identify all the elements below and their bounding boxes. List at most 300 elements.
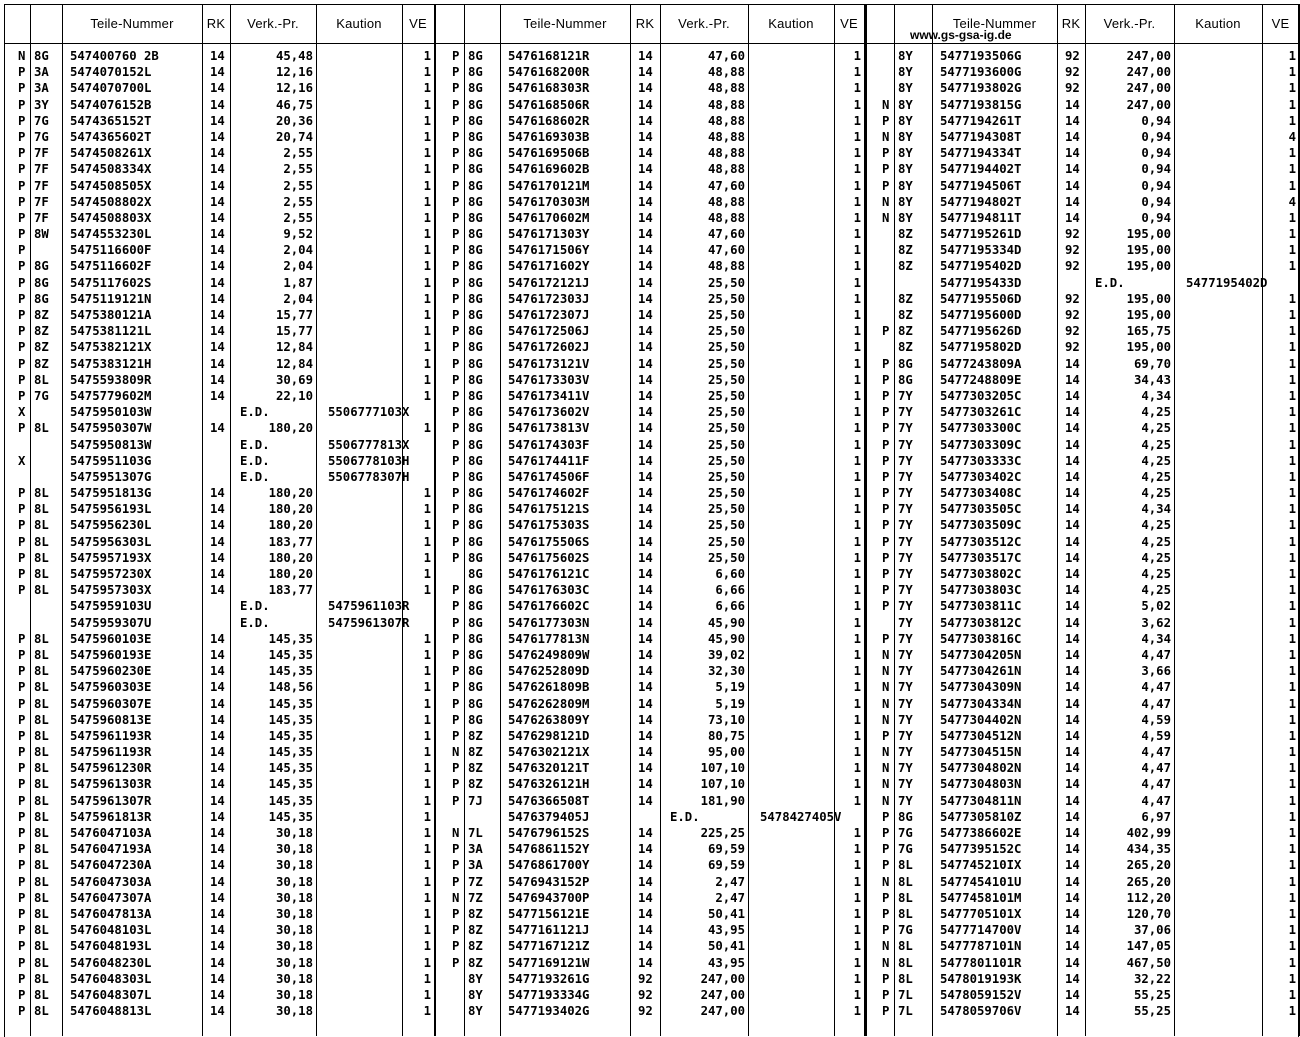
group-code: 7Y bbox=[898, 421, 913, 436]
part-number: 5476170602M bbox=[508, 210, 590, 225]
group-code: 7G bbox=[34, 129, 49, 144]
part-number: 5476172506J bbox=[508, 324, 590, 339]
ve-value: 1 bbox=[853, 243, 861, 258]
group-code: 8G bbox=[468, 615, 483, 630]
rk-value: 14 bbox=[638, 939, 653, 954]
table-row bbox=[4, 356, 434, 372]
group-code: 8G bbox=[468, 696, 483, 711]
price: E.D. bbox=[240, 599, 270, 614]
rk-value: 14 bbox=[210, 647, 225, 662]
table-row bbox=[866, 437, 1299, 453]
part-number: 5477386602E bbox=[940, 826, 1022, 840]
group-code: 8G bbox=[468, 599, 483, 614]
table-row bbox=[866, 64, 1299, 80]
table-row bbox=[4, 647, 434, 663]
rk-value: 14 bbox=[210, 696, 225, 711]
table-row bbox=[434, 728, 864, 744]
ve-value: 1 bbox=[853, 923, 861, 938]
table-row bbox=[4, 744, 434, 760]
group-code: 8Z bbox=[898, 291, 913, 306]
part-number: 5476176121C bbox=[508, 567, 590, 581]
header-ve: VE bbox=[409, 16, 427, 31]
part-number: 5477195802D bbox=[940, 340, 1022, 355]
part-number: 5474508261X bbox=[70, 146, 152, 161]
table-row bbox=[866, 97, 1299, 113]
status-flag: P bbox=[882, 518, 890, 533]
deposit: 5475961307R bbox=[328, 615, 410, 630]
part-number: 5477194506T bbox=[940, 178, 1022, 193]
table-row bbox=[4, 129, 434, 145]
rk-value: 14 bbox=[210, 81, 225, 96]
table-row bbox=[434, 323, 864, 339]
ve-value: 1 bbox=[423, 259, 431, 274]
rk-value: 14 bbox=[638, 486, 653, 501]
part-number: 5476047813A bbox=[70, 906, 152, 921]
price: 25,50 bbox=[707, 308, 745, 322]
table-row bbox=[4, 388, 434, 404]
part-number: 5477193600G bbox=[940, 65, 1022, 80]
status-flag: P bbox=[882, 486, 890, 501]
group-code: 8Z bbox=[898, 243, 913, 258]
part-number: 5477395152C bbox=[940, 842, 1022, 857]
group-code: 8L bbox=[34, 486, 49, 501]
status-flag: P bbox=[18, 761, 26, 776]
part-number: 5476173121V bbox=[508, 356, 590, 371]
group-code: 8L bbox=[34, 534, 49, 549]
part-number: 5477195600D bbox=[940, 308, 1022, 322]
group-code: 8G bbox=[468, 129, 483, 144]
rk-value: 92 bbox=[638, 1004, 653, 1019]
price: 34,43 bbox=[1133, 372, 1171, 387]
ve-value: 1 bbox=[1288, 81, 1296, 96]
group-code: 8G bbox=[468, 518, 483, 533]
group-code: 8G bbox=[468, 405, 483, 420]
price: 247,00 bbox=[1126, 49, 1171, 63]
rk-value: 14 bbox=[210, 712, 225, 727]
rk-value: 14 bbox=[638, 437, 653, 452]
rk-value: 14 bbox=[1065, 437, 1080, 452]
table-row bbox=[434, 647, 864, 663]
group-code: 8G bbox=[468, 631, 483, 646]
price: 0,94 bbox=[1141, 146, 1171, 161]
price: 25,50 bbox=[707, 421, 745, 436]
rk-value: 14 bbox=[638, 728, 653, 743]
deposit: 5475961103R bbox=[328, 599, 410, 614]
part-number: 5477193334G bbox=[508, 987, 590, 1002]
ve-value: 1 bbox=[853, 308, 861, 322]
group-code: 8L bbox=[34, 842, 49, 857]
status-flag: P bbox=[452, 97, 460, 112]
group-code: 7Y bbox=[898, 486, 913, 501]
rk-value: 14 bbox=[210, 243, 225, 258]
ve-value: 1 bbox=[853, 486, 861, 501]
rk-value: 14 bbox=[638, 129, 653, 144]
ve-value: 1 bbox=[1288, 842, 1296, 857]
rk-value: 14 bbox=[1065, 146, 1080, 161]
table-row bbox=[4, 793, 434, 809]
table-row bbox=[4, 339, 434, 355]
ve-value: 1 bbox=[1288, 874, 1296, 889]
header-rk: RK bbox=[635, 16, 655, 31]
table-row bbox=[434, 696, 864, 712]
group-code: 8L bbox=[34, 696, 49, 711]
table-row bbox=[434, 631, 864, 647]
ve-value: 1 bbox=[853, 761, 861, 776]
ve-value: 1 bbox=[853, 599, 861, 614]
status-flag: P bbox=[18, 890, 26, 905]
price: 195,00 bbox=[1126, 227, 1171, 242]
ve-value: 1 bbox=[853, 129, 861, 144]
table-row bbox=[434, 226, 864, 242]
price: 20,36 bbox=[275, 113, 313, 128]
part-number: 5477714700V bbox=[940, 923, 1022, 938]
ve-value: 1 bbox=[1288, 858, 1296, 873]
status-flag: P bbox=[882, 437, 890, 452]
rk-value: 14 bbox=[1065, 809, 1080, 824]
part-number: 5476169602B bbox=[508, 162, 590, 177]
ve-value: 1 bbox=[1288, 647, 1296, 662]
rk-value: 14 bbox=[210, 340, 225, 355]
table-row bbox=[866, 501, 1299, 517]
ve-value: 1 bbox=[1288, 227, 1296, 242]
table-row bbox=[434, 356, 864, 372]
group-code: 8Z bbox=[468, 728, 483, 743]
rk-value: 14 bbox=[210, 583, 225, 598]
status-flag: P bbox=[882, 987, 890, 1002]
rk-value: 14 bbox=[638, 97, 653, 112]
ve-value: 1 bbox=[423, 518, 431, 533]
status-flag: P bbox=[18, 955, 26, 970]
table-row bbox=[434, 598, 864, 614]
group-code: 8G bbox=[468, 194, 483, 209]
price: 12,84 bbox=[275, 340, 313, 355]
ve-value: 1 bbox=[423, 712, 431, 727]
group-code: 8G bbox=[468, 146, 483, 161]
rk-value: 14 bbox=[638, 146, 653, 161]
rk-value: 14 bbox=[1065, 793, 1080, 808]
ve-value: 1 bbox=[1288, 146, 1296, 161]
table-row bbox=[434, 275, 864, 291]
group-code: 7Y bbox=[898, 696, 913, 711]
table-row bbox=[4, 485, 434, 501]
price: 2,47 bbox=[715, 874, 745, 889]
table-row bbox=[4, 210, 434, 226]
ve-value: 1 bbox=[853, 421, 861, 436]
rk-value: 14 bbox=[638, 421, 653, 436]
part-number: 5475959103U bbox=[70, 599, 152, 614]
rk-value: 14 bbox=[1065, 550, 1080, 565]
status-flag: P bbox=[882, 631, 890, 646]
table-row bbox=[4, 663, 434, 679]
ve-value: 1 bbox=[423, 178, 431, 193]
table-row bbox=[866, 987, 1299, 1003]
group-code: 8L bbox=[34, 518, 49, 533]
group-code: 8L bbox=[34, 955, 49, 970]
rk-value: 14 bbox=[1065, 696, 1080, 711]
status-flag: N bbox=[882, 777, 890, 792]
table-row bbox=[434, 388, 864, 404]
price: 37,06 bbox=[1133, 923, 1171, 938]
table-row bbox=[434, 955, 864, 971]
price: 2,55 bbox=[283, 210, 313, 225]
price: 25,50 bbox=[707, 486, 745, 501]
rk-value: 14 bbox=[638, 372, 653, 387]
price: 247,00 bbox=[700, 971, 745, 986]
price: 43,95 bbox=[707, 923, 745, 938]
rk-value: 14 bbox=[210, 550, 225, 565]
rk-value: 14 bbox=[638, 113, 653, 128]
group-code: 8G bbox=[468, 243, 483, 258]
part-number: 5476168303R bbox=[508, 81, 590, 96]
table-row bbox=[434, 291, 864, 307]
price: 265,20 bbox=[1126, 858, 1171, 873]
table-row bbox=[434, 825, 864, 841]
group-code: 7Z bbox=[468, 874, 483, 889]
group-code: 8G bbox=[468, 162, 483, 177]
part-number: 5476047193A bbox=[70, 842, 152, 857]
table-row bbox=[4, 971, 434, 987]
rk-value: 92 bbox=[1065, 81, 1080, 96]
status-flag: X bbox=[18, 453, 26, 468]
group-code: 7L bbox=[468, 826, 483, 840]
part-number: 5475957230X bbox=[70, 567, 152, 581]
group-code: 7F bbox=[34, 210, 49, 225]
table-row bbox=[4, 809, 434, 825]
group-code: 8L bbox=[898, 858, 913, 873]
table-row bbox=[434, 760, 864, 776]
rk-value: 14 bbox=[1065, 874, 1080, 889]
ve-value: 1 bbox=[853, 324, 861, 339]
ve-value: 1 bbox=[853, 356, 861, 371]
table-row bbox=[866, 534, 1299, 550]
part-number: 5477195334D bbox=[940, 243, 1022, 258]
ve-value: 1 bbox=[423, 65, 431, 80]
group-code: 8L bbox=[34, 728, 49, 743]
table-row bbox=[4, 145, 434, 161]
ve-value: 1 bbox=[423, 761, 431, 776]
price: 25,50 bbox=[707, 291, 745, 306]
rk-value: 14 bbox=[210, 65, 225, 80]
rk-value: 14 bbox=[1065, 421, 1080, 436]
ve-value: 1 bbox=[423, 291, 431, 306]
part-number: 5477195261D bbox=[940, 227, 1022, 242]
rk-value: 14 bbox=[1065, 388, 1080, 403]
part-number: 5476177813N bbox=[508, 631, 590, 646]
status-flag: P bbox=[452, 65, 460, 80]
status-flag: P bbox=[18, 987, 26, 1002]
rk-value: 14 bbox=[210, 308, 225, 322]
price: 25,50 bbox=[707, 388, 745, 403]
price: 47,60 bbox=[707, 49, 745, 63]
table-row bbox=[866, 971, 1299, 987]
group-code: 8G bbox=[468, 502, 483, 517]
rk-value: 14 bbox=[638, 275, 653, 290]
part-number: 5475957193X bbox=[70, 550, 152, 565]
part-number: 5477304334N bbox=[940, 696, 1022, 711]
ve-value: 1 bbox=[1288, 324, 1296, 339]
header-deposit: Kaution bbox=[336, 16, 382, 31]
rk-value: 14 bbox=[210, 534, 225, 549]
price: 30,18 bbox=[275, 1004, 313, 1019]
part-number: 5475959307U bbox=[70, 615, 152, 630]
rk-value: 14 bbox=[638, 65, 653, 80]
price: 145,35 bbox=[268, 777, 313, 792]
status-flag: P bbox=[882, 1004, 890, 1019]
table-row bbox=[4, 420, 434, 436]
part-number: 5474070700L bbox=[70, 81, 152, 96]
ve-value: 1 bbox=[423, 502, 431, 517]
status-flag: X bbox=[18, 405, 26, 420]
ve-value: 1 bbox=[853, 210, 861, 225]
price: 4,25 bbox=[1141, 583, 1171, 598]
rk-value: 14 bbox=[1065, 890, 1080, 905]
status-flag: P bbox=[18, 777, 26, 792]
ve-value: 1 bbox=[423, 939, 431, 954]
table-row bbox=[4, 712, 434, 728]
status-flag: P bbox=[452, 550, 460, 565]
ve-value: 1 bbox=[853, 534, 861, 549]
table-row bbox=[4, 501, 434, 517]
table-row bbox=[4, 938, 434, 954]
status-flag: P bbox=[452, 858, 460, 873]
group-code: 7G bbox=[898, 842, 913, 857]
ve-value: 1 bbox=[853, 987, 861, 1002]
part-number: 5475950813W bbox=[70, 437, 152, 452]
rk-value: 14 bbox=[638, 745, 653, 760]
table-row bbox=[866, 793, 1299, 809]
table-row bbox=[4, 679, 434, 695]
price: 2,04 bbox=[283, 259, 313, 274]
status-flag: P bbox=[882, 502, 890, 517]
price: 30,69 bbox=[275, 372, 313, 387]
group-code: 8G bbox=[468, 227, 483, 242]
part-number: 5476262809M bbox=[508, 696, 590, 711]
rk-value: 14 bbox=[210, 259, 225, 274]
status-flag: P bbox=[452, 518, 460, 533]
part-number: 5475951813G bbox=[70, 486, 152, 501]
part-number: 5478059152V bbox=[940, 987, 1022, 1002]
ve-value: 1 bbox=[853, 971, 861, 986]
group-code: 7F bbox=[34, 162, 49, 177]
group-code: 7Y bbox=[898, 777, 913, 792]
rk-value: 14 bbox=[638, 761, 653, 776]
part-number: 5477303309C bbox=[940, 437, 1022, 452]
group-code: 7Y bbox=[898, 712, 913, 727]
rk-value: 14 bbox=[210, 906, 225, 921]
group-code: 8G bbox=[468, 259, 483, 274]
rk-value: 14 bbox=[638, 194, 653, 209]
header-ve: VE bbox=[840, 16, 858, 31]
price: 30,18 bbox=[275, 955, 313, 970]
part-number: 5476168602R bbox=[508, 113, 590, 128]
part-number: 5474508802X bbox=[70, 194, 152, 209]
table-row bbox=[866, 841, 1299, 857]
group-code: 8Z bbox=[898, 324, 913, 339]
status-flag: P bbox=[882, 842, 890, 857]
status-flag: N bbox=[882, 680, 890, 695]
price-list-column-1 bbox=[4, 4, 434, 1036]
price: 3,62 bbox=[1141, 615, 1171, 630]
rk-value: 14 bbox=[638, 162, 653, 177]
group-code: 8L bbox=[34, 550, 49, 565]
group-code: 7Y bbox=[898, 518, 913, 533]
status-flag: P bbox=[452, 210, 460, 225]
table-row bbox=[866, 404, 1299, 420]
rk-value: 14 bbox=[1065, 1004, 1080, 1019]
table-row bbox=[434, 242, 864, 258]
status-flag: P bbox=[452, 453, 460, 468]
price: 4,25 bbox=[1141, 469, 1171, 484]
price-list-column-3 bbox=[866, 4, 1299, 1036]
group-code: 8G bbox=[468, 49, 483, 63]
price: 145,35 bbox=[268, 793, 313, 808]
price: 48,88 bbox=[707, 210, 745, 225]
price: 6,60 bbox=[715, 567, 745, 581]
part-number: 5475960103E bbox=[70, 631, 152, 646]
status-flag: P bbox=[18, 842, 26, 857]
part-number: 5476172303J bbox=[508, 291, 590, 306]
price: 180,20 bbox=[268, 486, 313, 501]
group-code: 7Y bbox=[898, 615, 913, 630]
table-row bbox=[4, 825, 434, 841]
rows bbox=[866, 48, 1299, 1019]
price: 3,66 bbox=[1141, 664, 1171, 679]
status-flag: P bbox=[18, 356, 26, 371]
table-row bbox=[866, 615, 1299, 631]
status-flag: P bbox=[452, 955, 460, 970]
status-flag: P bbox=[452, 712, 460, 727]
part-number: 5474070152L bbox=[70, 65, 152, 80]
table-row bbox=[866, 258, 1299, 274]
rk-value: 14 bbox=[1065, 745, 1080, 760]
part-number: 5477303333C bbox=[940, 453, 1022, 468]
ve-value: 1 bbox=[853, 178, 861, 193]
rk-value: 14 bbox=[638, 712, 653, 727]
rk-value: 92 bbox=[638, 987, 653, 1002]
part-number: 5477194308T bbox=[940, 129, 1022, 144]
group-code: 7F bbox=[34, 178, 49, 193]
price: 48,88 bbox=[707, 146, 745, 161]
table-row bbox=[4, 922, 434, 938]
status-flag: P bbox=[452, 81, 460, 96]
rk-value: 14 bbox=[638, 680, 653, 695]
price: 25,50 bbox=[707, 356, 745, 371]
status-flag: P bbox=[452, 502, 460, 517]
rk-value: 14 bbox=[210, 858, 225, 873]
part-number: 5476172121J bbox=[508, 275, 590, 290]
price: 25,50 bbox=[707, 405, 745, 420]
part-number: 5474076152B bbox=[70, 97, 152, 112]
ve-value: 1 bbox=[423, 631, 431, 646]
part-number: 5476177303N bbox=[508, 615, 590, 630]
group-code: 8G bbox=[468, 324, 483, 339]
rk-value: 14 bbox=[210, 518, 225, 533]
ve-value: 1 bbox=[1288, 712, 1296, 727]
status-flag: N bbox=[882, 129, 890, 144]
price: 145,35 bbox=[268, 664, 313, 679]
status-flag: P bbox=[18, 680, 26, 695]
ve-value: 1 bbox=[853, 712, 861, 727]
rk-value: 14 bbox=[1065, 356, 1080, 371]
part-number: 5476048813L bbox=[70, 1004, 152, 1019]
ve-value: 1 bbox=[1288, 405, 1296, 420]
status-flag: P bbox=[18, 793, 26, 808]
ve-value: 1 bbox=[853, 793, 861, 808]
part-number: 5475961307R bbox=[70, 793, 152, 808]
price: 247,00 bbox=[1126, 81, 1171, 96]
ve-value: 1 bbox=[423, 356, 431, 371]
ve-value: 1 bbox=[853, 583, 861, 598]
